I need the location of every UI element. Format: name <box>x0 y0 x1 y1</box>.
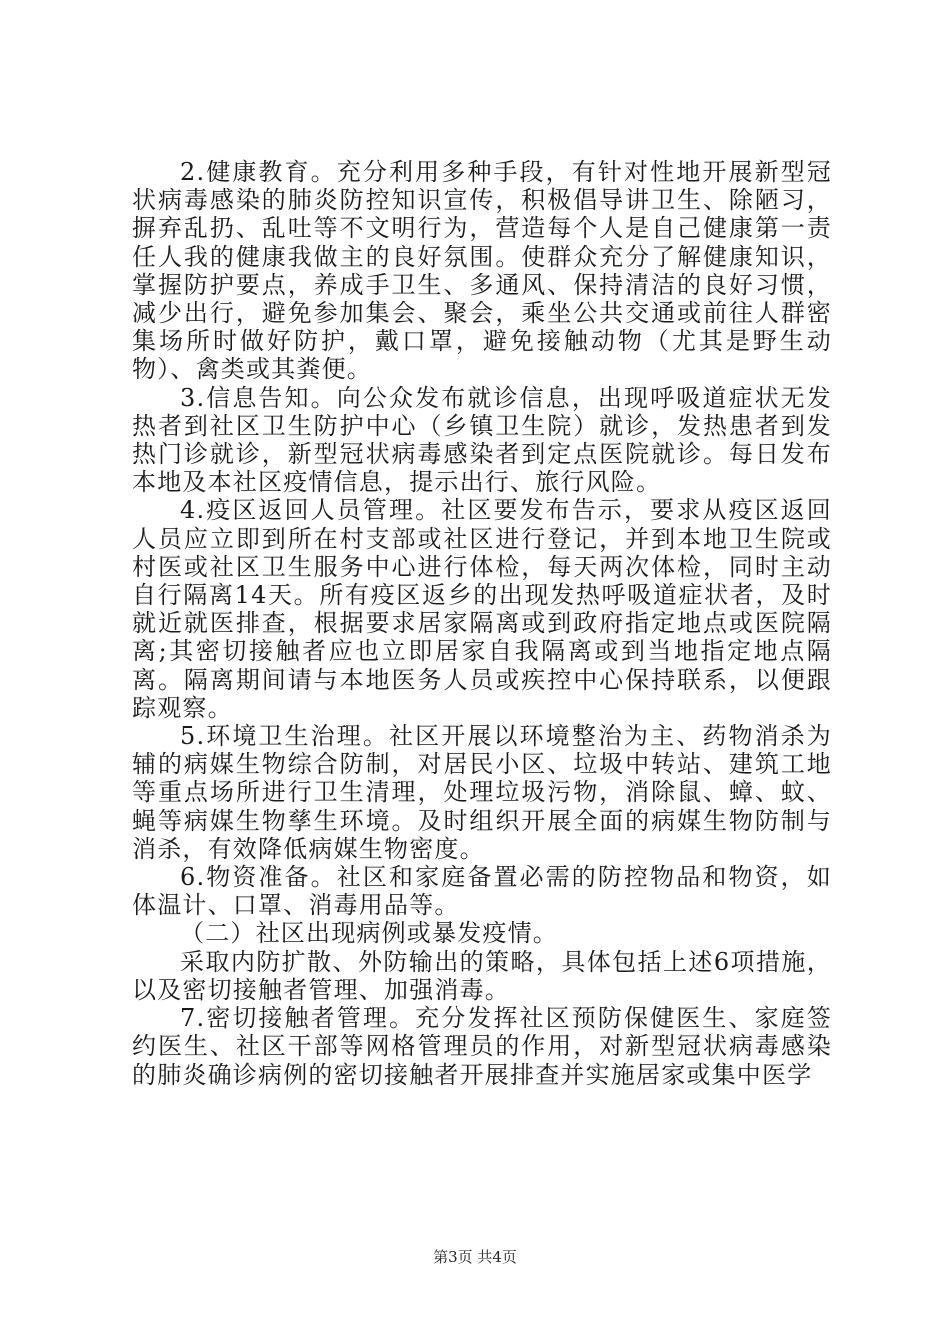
paragraph-supplies-preparation: 6.物资准备。社区和家庭备置必需的防控物品和物资，如体温计、口罩、消毒用品等。 <box>132 863 832 920</box>
paragraph-returnee-management: 4.疫区返回人员管理。社区要发布告示，要求从疫区返回人员应立即到所在村支部或社区进行登记，并到本地卫生院或村医或社区卫生服务中心进行体检，每天两次体检，同时主动自行隔离14天。所有疫区返乡的出现发热呼吸道症状者，及时就近就医排查，根据要求居家隔离或到政府指定地点或医院隔离;其密切接触者应也立即居家自我隔离或到当地指定地点隔离。隔离期间请与本地医务人员或疾控中心保持联系，以便跟踪观察。 <box>132 496 832 722</box>
page-footer: 第3页 共4页 <box>433 1248 517 1266</box>
paragraph-information-notice: 3.信息告知。向公众发布就诊信息，出现呼吸道症状无发热者到社区卫生防护中心（乡镇卫生院）就诊，发热患者到发热门诊就诊，新型冠状病毒感染者到定点医院就诊。每日发布本地及本社区疫情信息，提示出行、旅行风险。 <box>132 383 832 497</box>
paragraph-health-education: 2.健康教育。充分利用多种手段，有针对性地开展新型冠状病毒感染的肺炎防控知识宣传，积极倡导讲卫生、除陋习，摒弃乱扔、乱吐等不文明行为，营造每个人是自己健康第一责任人我的健康我做主的良好氛围。使群众充分了解健康知识，掌握防护要点，养成手卫生、多通风、保持清洁的良好习惯，减少出行，避免参加集会、聚会，乘坐公共交通或前往人群密集场所时做好防护，戴口罩，避免接触动物（尤其是野生动物）、禽类或其粪便。 <box>132 158 832 384</box>
paragraph-close-contact-management: 7.密切接触者管理。充分发挥社区预防保健医生、家庭签约医生、社区干部等网格管理员的作用，对新型冠状病毒感染的肺炎确诊病例的密切接触者开展排查并实施居家或集中医学 <box>132 1004 832 1089</box>
paragraph-environmental-sanitation: 5.环境卫生治理。社区开展以环境整治为主、药物消杀为辅的病媒生物综合防制，对居民小区、垃圾中转站、建筑工地等重点场所进行卫生清理，处理垃圾污物，消除鼠、蟑、蚊、蝇等病媒生物孳生环境。及时组织开展全面的病媒生物防制与消杀，有效降低病媒生物密度。 <box>132 722 832 863</box>
section-heading-outbreak: （二）社区出现病例或暴发疫情。 <box>180 919 558 948</box>
document-body <box>132 158 832 1089</box>
paragraph-strategy: 采取内防扩散、外防输出的策略，具体包括上述6项措施，以及密切接触者管理、加强消毒。 <box>132 947 832 1004</box>
